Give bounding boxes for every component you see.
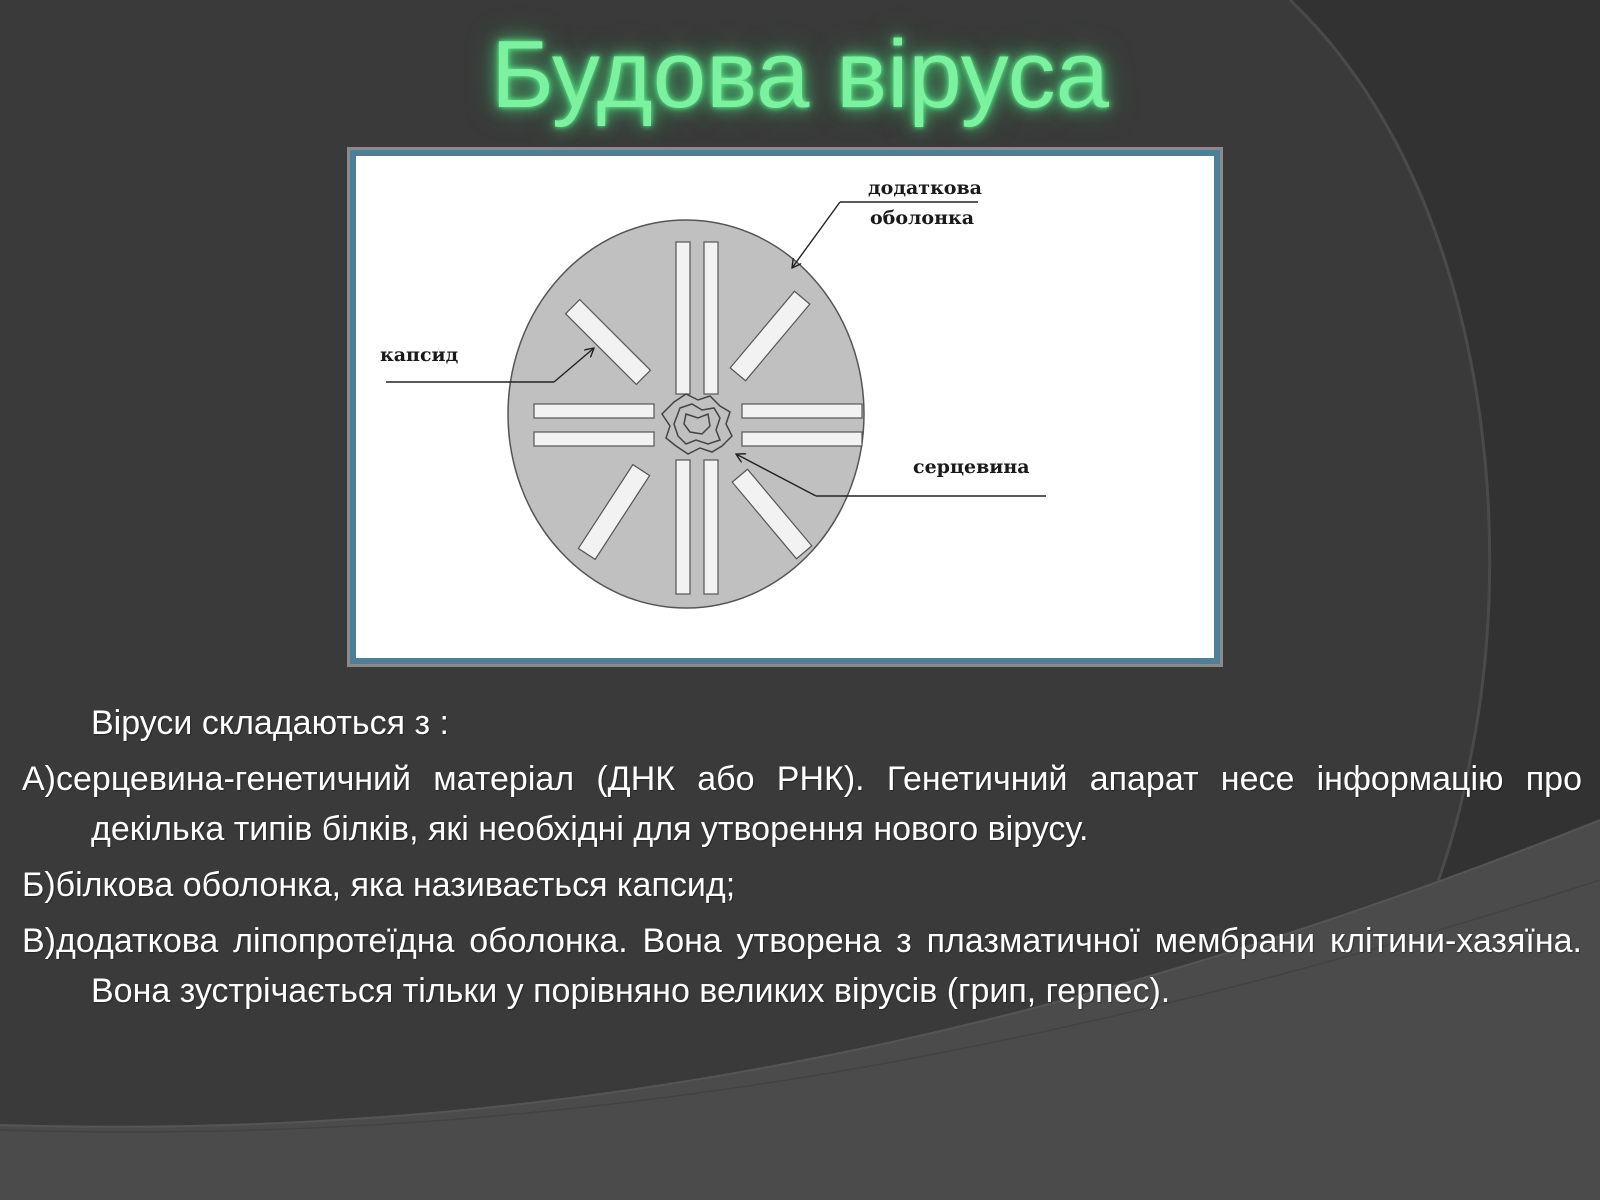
capsid-segment <box>742 432 862 446</box>
virus-diagram <box>347 147 1223 667</box>
capsid-label: капсид <box>380 344 459 366</box>
body-intro: Віруси складаються з : <box>91 704 449 742</box>
capsid-segment <box>676 460 690 594</box>
body-item-core: А)серцевина-генетичний матеріал (ДНК або РНК). Генетичний апарат несе інформацію про декілька типів білків, які необхідні для утворення нового вірусу. <box>22 760 1582 848</box>
core-label: серцевина <box>913 456 1030 478</box>
capsid-segment <box>534 404 654 418</box>
slide-body <box>22 698 1582 1016</box>
capsid-segment <box>742 404 862 418</box>
outer-envelope-label: додаткова <box>868 177 982 199</box>
slide-title: Будова віруса <box>490 21 1110 128</box>
virus-structure-diagram <box>356 156 1214 658</box>
capsid-segment <box>704 242 718 394</box>
body-item-envelope: В)додаткова ліпопротеїдна оболонка. Вона утворена з плазматичної мембрани клітини-хазяїна. Вона зустрічається тільки у порівняно великих вірусів (грип, герпес). <box>22 922 1582 1010</box>
outer-envelope-label: оболонка <box>870 207 975 229</box>
body-item-capsid: Б)білкова оболонка, яка називається капсид; <box>22 866 736 904</box>
capsid-segment <box>534 432 654 446</box>
capsid-segment <box>676 242 690 394</box>
capsid-segment <box>704 460 718 594</box>
